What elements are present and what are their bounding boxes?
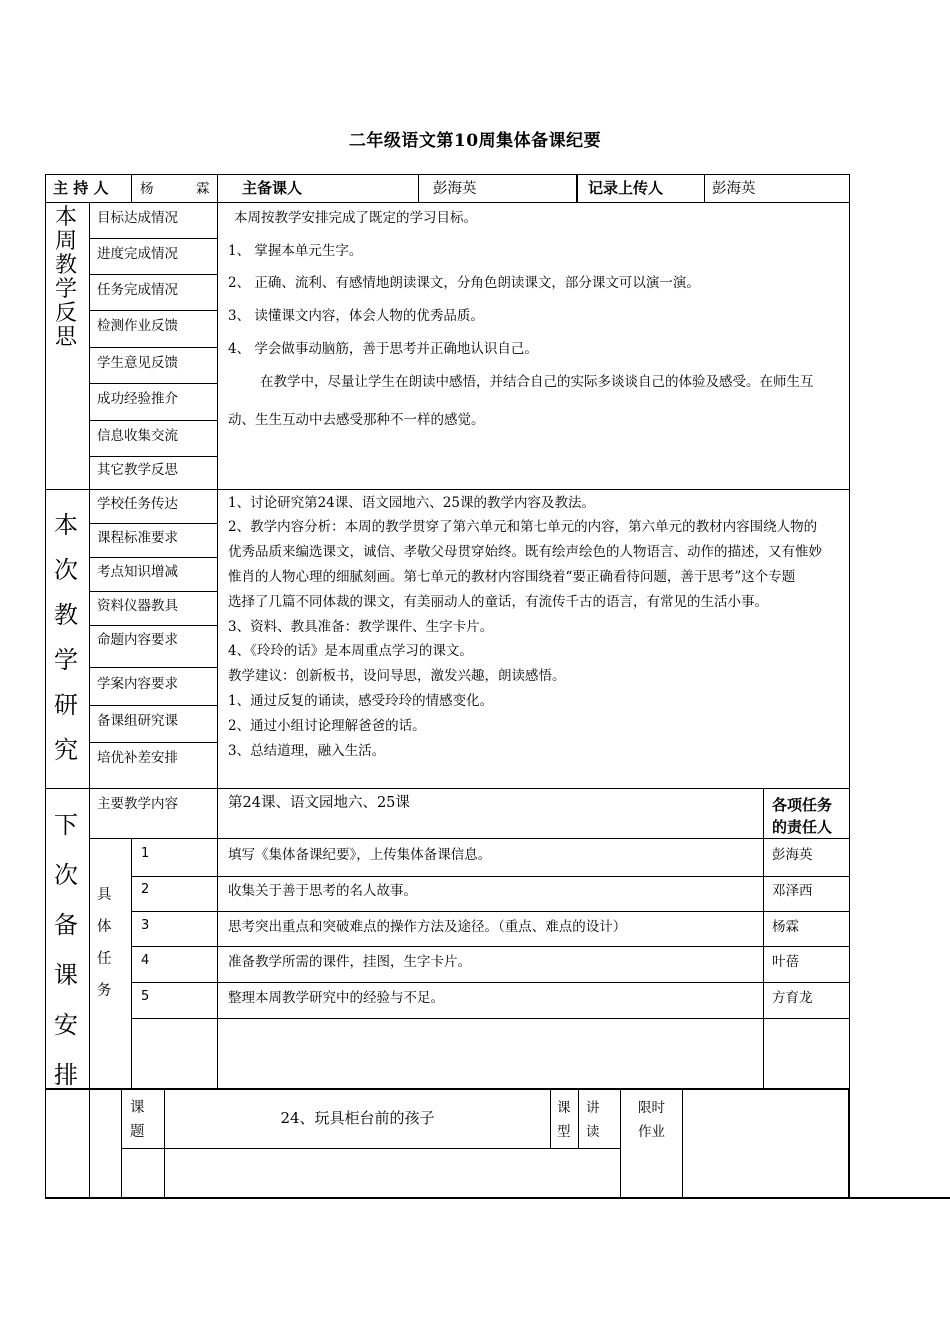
responsible-label: 各项任务 的责任人 [772, 796, 833, 836]
main-content-text: 第24课、语文园地六、25课 [228, 795, 410, 811]
reflection-item: 学生意见反馈 [97, 355, 178, 371]
reflection-text: 4、 学会做事动脑筋，善于思考并正确地认识自己。 [228, 341, 538, 357]
recorder-name: 彭海英 [712, 181, 756, 197]
task-text: 准备教学所需的课件，挂图，生字卡片。 [228, 954, 471, 970]
task-number: 2 [141, 882, 150, 897]
main-content-label: 主要教学内容 [97, 796, 178, 812]
reflection-item: 其它教学反思 [97, 462, 178, 478]
task-number: 1 [141, 846, 150, 861]
task-number: 3 [141, 918, 150, 933]
research-text: 3、资料、教具准备：教学课件、生字卡片。 [228, 619, 494, 635]
lesson-topic: 24、玩具柜台前的孩子 [280, 1109, 435, 1127]
research-text: 3、总结道理，融入生活。 [228, 743, 386, 759]
recorder-label: 记录上传人 [588, 179, 664, 197]
research-text: 4、《玲玲的话》是本周重点学习的课文。 [228, 643, 473, 659]
reflection-section-label: 本 周 教 学 反 思 [54, 205, 77, 350]
research-item: 资料仪器教具 [97, 598, 178, 614]
reflection-text: 1、 掌握本单元生字。 [228, 243, 363, 259]
topic-label: 课 题 [130, 1100, 145, 1140]
research-text: 2、通过小组讨论理解爸爸的话。 [228, 718, 426, 734]
lesson-type-value: 讲 读 [586, 1100, 600, 1140]
research-text: 优秀品质来编选课文，诚信、孝敬父母贯穿始终。既有绘声绘色的人物语言、动作的描述，又有惟妙 [228, 544, 822, 560]
reflection-text: 在教学中，尽量让学生在朗读中感悟，并结合自己的实际多谈谈自己的体验及感受。在师生互 [260, 374, 814, 390]
reflection-item: 成功经验推介 [97, 391, 178, 407]
task-person: 邓泽西 [772, 883, 813, 899]
research-item: 学案内容要求 [97, 676, 178, 692]
reflection-item: 进度完成情况 [97, 246, 178, 262]
research-item: 培优补差安排 [97, 750, 178, 766]
research-item: 课程标准要求 [97, 530, 178, 546]
lead-teacher-label: 主备课人 [242, 179, 303, 197]
page-title: 二年级语文第10周集体备课纪要 [348, 131, 602, 151]
reflection-text: 动、生生互动中去感受那种不一样的感觉。 [228, 412, 485, 428]
task-person: 彭海英 [772, 847, 813, 863]
research-text: 惟肖的人物心理的细腻刻画。第七单元的教材内容围绕着“要正确看待问题，善于思考”这个专题 [228, 569, 796, 585]
research-item: 考点知识增减 [97, 564, 178, 580]
research-text: 选择了几篇不同体裁的课文，有美丽动人的童话，有流传千古的语言，有常见的生活小事。 [228, 594, 768, 610]
research-text: 1、讨论研究第24课、语文园地六、25课的教学内容及教法。 [228, 495, 595, 511]
task-number: 5 [141, 989, 150, 1004]
tasks-label: 具 体 任 务 [97, 887, 112, 999]
research-text: 教学建议：创新板书，设问导思，激发兴趣，朗读感悟。 [228, 668, 566, 684]
task-text: 收集关于善于思考的名人故事。 [228, 883, 417, 899]
task-text: 思考突出重点和突破难点的操作方法及途径。（重点、难点的设计） [228, 919, 627, 935]
task-person: 方育龙 [772, 990, 813, 1006]
task-text: 整理本周教学研究中的经验与不足。 [228, 990, 444, 1006]
host-name-part1: 杨 [140, 181, 154, 197]
reflection-item: 检测作业反馈 [97, 318, 178, 334]
task-person: 杨霖 [772, 919, 799, 935]
research-text: 1、通过反复的诵读，感受玲玲的情感变化。 [228, 693, 494, 709]
task-person: 叶蓓 [772, 954, 799, 970]
research-item: 命题内容要求 [97, 632, 178, 648]
reflection-text: 本周按教学安排完成了既定的学习目标。 [234, 210, 477, 226]
lesson-type-label: 课 型 [557, 1100, 571, 1140]
host-label: 主 持 人 [53, 179, 109, 197]
task-number: 4 [141, 953, 150, 968]
task-text: 填写《集体备课纪要》，上传集体备课信息。 [228, 847, 492, 863]
next-plan-section-label: 下 次 备 课 安 排 [54, 811, 78, 1089]
host-name-part2: 霖 [196, 181, 210, 197]
reflection-text: 2、 正确、流利、有感情地朗读课文，分角色朗读课文，部分课文可以演一演。 [228, 275, 700, 291]
lead-teacher-name: 彭海英 [433, 181, 477, 197]
research-item: 备课组研究课 [97, 713, 178, 729]
research-section-label: 本 次 教 学 研 究 [54, 511, 78, 764]
reflection-item: 任务完成情况 [97, 282, 178, 298]
reflection-item: 目标达成情况 [97, 210, 178, 226]
reflection-text: 3、 读懂课文内容，体会人物的优秀品质。 [228, 308, 484, 324]
research-item: 学校任务传达 [97, 496, 178, 512]
timed-homework-label: 限时 作业 [638, 1100, 665, 1140]
reflection-item: 信息收集交流 [97, 428, 178, 444]
research-text: 2、教学内容分析：本周的教学贯穿了第六单元和第七单元的内容，第六单元的教材内容围绕人物的 [228, 519, 818, 535]
